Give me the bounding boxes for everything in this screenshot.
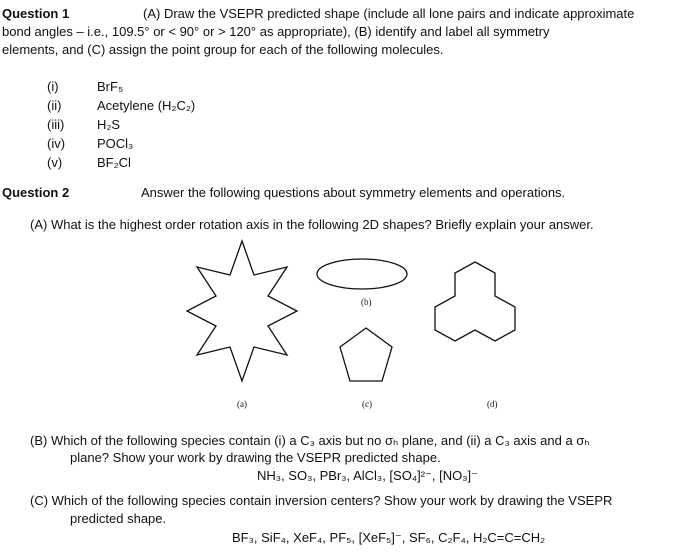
question-2-part-c-line-1: (C) Which of the following species contain inversion centers? Show your work by drawing the VSEPR (30, 493, 613, 508)
molecule-formula: BF₂Cl (97, 155, 131, 170)
shape-label-c: (c) (362, 399, 372, 409)
item-number: (v) (47, 155, 63, 170)
question-2-part-a: (A) What is the highest order rotation axis in the following 2D shapes? Briefly explain your answer. (30, 217, 594, 232)
item-number: (iv) (47, 136, 66, 151)
question-2-part-c-line-2: predicted shape. (70, 511, 167, 526)
hexagon-cluster-shape-d (435, 262, 515, 341)
star-shape-a (187, 241, 297, 381)
pentagon-shape-c (340, 328, 392, 381)
question-2-part-b-line-1: (B) Which of the following species contain (i) a C₃ axis but no σₕ plane, and (ii) a C₃ axis and a σₕ (30, 433, 590, 448)
question-2-part-b-species: NH₃, SO₃, PBr₃, AlCl₃, [SO₄]²⁻, [NO₃]⁻ (257, 468, 479, 483)
question-2-part-c-species: BF₃, SiF₄, XeF₄, PF₅, [XeF₅]⁻, SF₆, C₂F₄, H₂C=C=CH₂ (232, 530, 546, 545)
item-number: (ii) (47, 98, 62, 113)
shape-label-b: (b) (361, 297, 372, 307)
item-number: (iii) (47, 117, 65, 132)
item-number: (i) (47, 79, 59, 94)
question-1-title: Question 1 (2, 6, 70, 21)
question-1-line-2: bond angles – i.e., 109.5° or < 90° or > 120° as appropriate), (B) identify and label all symmetry (2, 24, 550, 39)
question-1-line-3: elements, and (C) assign the point group for each of the following molecules. (2, 42, 444, 57)
molecule-formula: H₂S (97, 117, 121, 132)
shape-label-a: (a) (237, 399, 247, 409)
molecule-formula: POCl₃ (97, 136, 134, 151)
molecule-formula: BrF₅ (97, 79, 124, 94)
question-2-intro: Answer the following questions about symmetry elements and operations. (141, 185, 566, 200)
shape-label-d: (d) (487, 399, 498, 409)
question-2-title: Question 2 (2, 185, 70, 200)
question-2-part-b-line-2: plane? Show your work by drawing the VSEPR predicted shape. (70, 450, 441, 465)
ellipse-shape-b (317, 259, 407, 289)
question-1-line-1: (A) Draw the VSEPR predicted shape (include all lone pairs and indicate approximate (143, 6, 635, 21)
molecule-formula: Acetylene (H₂C₂) (97, 98, 196, 113)
